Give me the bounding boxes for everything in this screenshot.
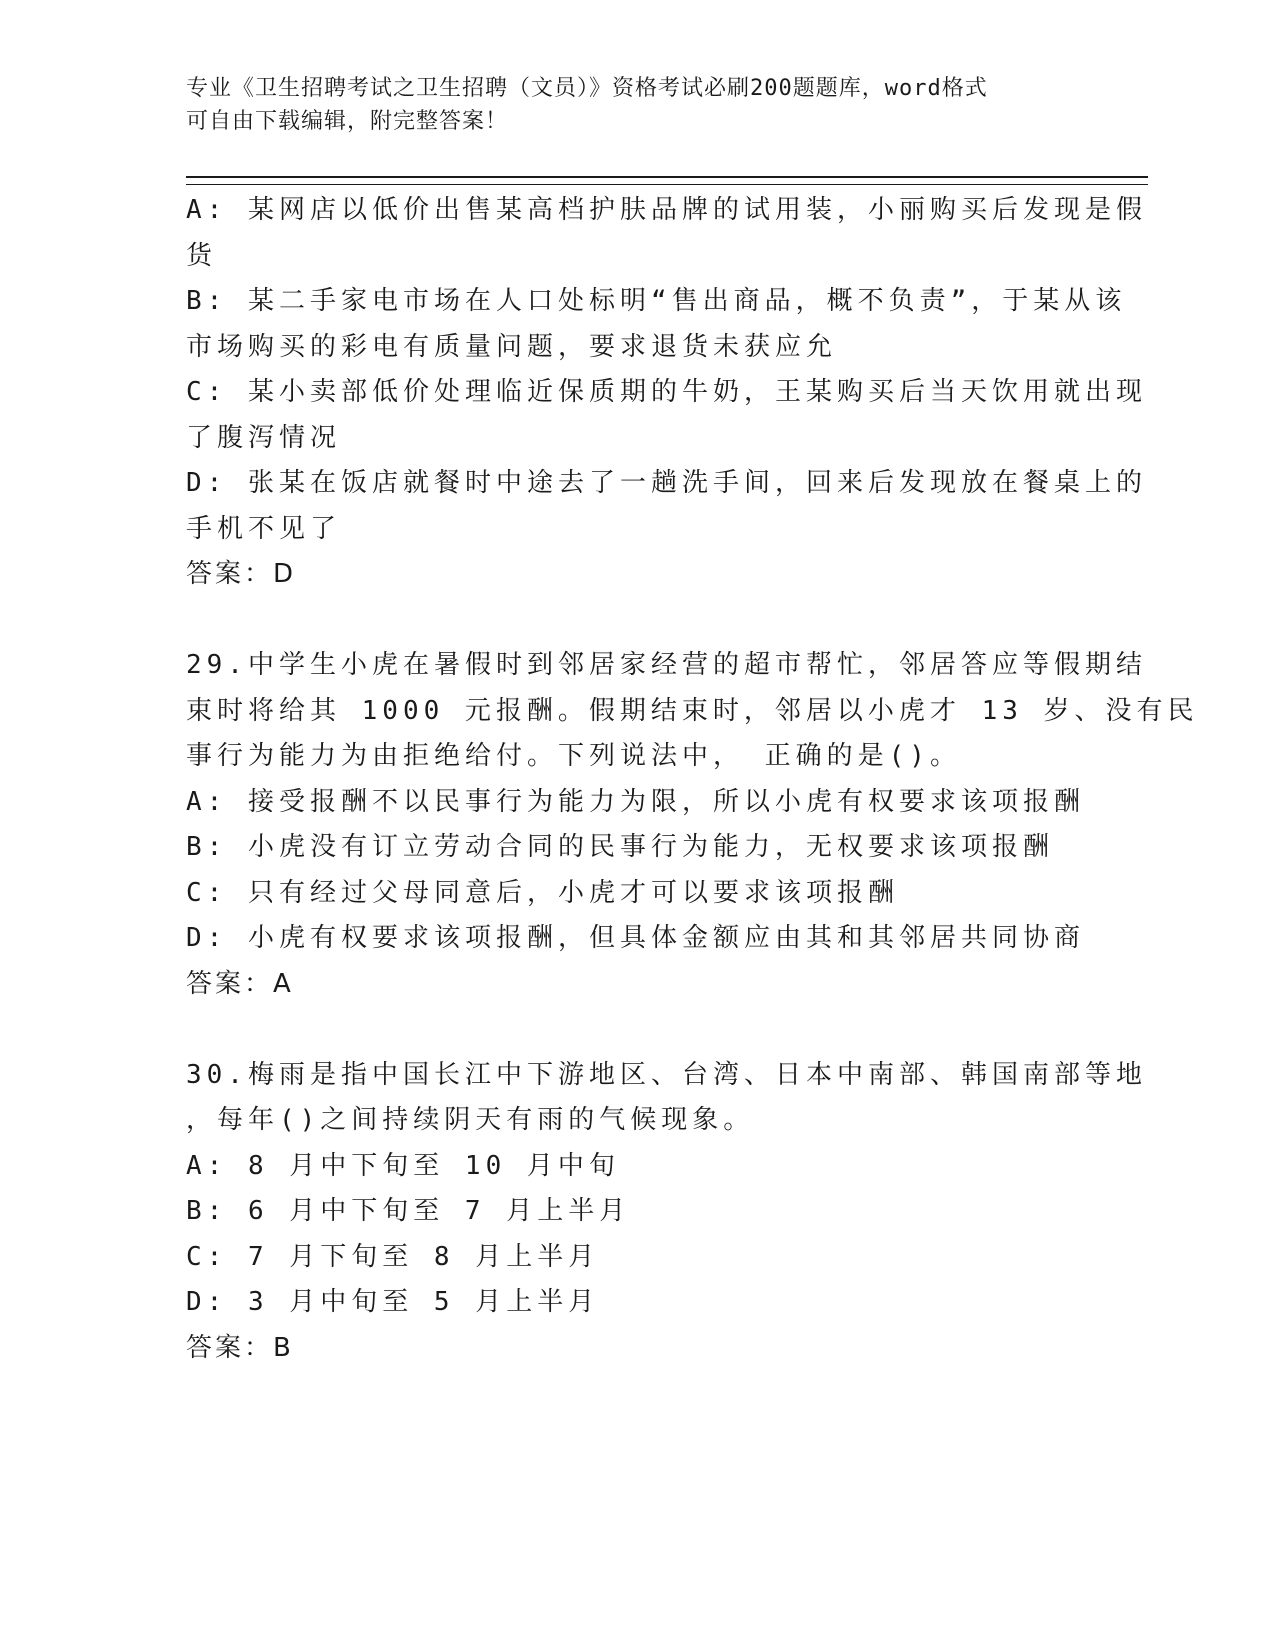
question-spacer bbox=[186, 598, 1086, 644]
question-stem-line-2: ，每年()之间持续阴天有雨的气候现象。 bbox=[186, 1105, 755, 1135]
question-30 bbox=[186, 1053, 1147, 1372]
option-a-line-2: 货 bbox=[186, 240, 218, 271]
option-c: C: 只有经过父母同意后，小虎才可以要求该项报酬 bbox=[186, 877, 899, 908]
option-b-line-1: B: 某二手家电市场在人口处标明“售出商品，概不负责”，于某从该 bbox=[186, 286, 1127, 316]
option-d: D: 小虎有权要求该项报酬，但具体金额应由其和其邻居共同协商 bbox=[186, 923, 1085, 953]
option-c-line-2: 了腹泻情况 bbox=[186, 422, 342, 453]
question-stem-line-3: 事行为能力为由拒绝给付。下列说法中， 正确的是()。 bbox=[186, 741, 961, 771]
option-c-line-1: C: 某小卖部低价处理临近保质期的牛奶，王某购买后当天饮用就出现 bbox=[186, 377, 1147, 407]
option-d-line-2: 手机不见了 bbox=[186, 513, 342, 544]
option-a-line-1: A: 某网店以低价出售某高档护肤品牌的试用装，小丽购买后发现是假 bbox=[186, 195, 1147, 225]
question-spacer bbox=[186, 1007, 1086, 1053]
header-line-2: 可自由下载编辑，附完整答案！ bbox=[186, 109, 509, 134]
option-d-line-1: D: 张某在饭店就餐时中途去了一趟洗手间，回来后发现放在餐桌上的 bbox=[186, 468, 1147, 498]
question-stem-line-1: 29.中学生小虎在暑假时到邻居家经营的超市帮忙，邻居答应等假期结 bbox=[186, 650, 1147, 680]
option-b: B: 6 月中下旬至 7 月上半月 bbox=[186, 1196, 631, 1226]
option-a: A: 接受报酬不以民事行为能力为限，所以小虎有权要求该项报酬 bbox=[186, 786, 1085, 817]
header-divider bbox=[186, 176, 1148, 185]
option-b: B: 小虎没有订立劳动合同的民事行为能力，无权要求该项报酬 bbox=[186, 832, 1054, 862]
option-b-line-2: 市场购买的彩电有质量问题，要求退货未获应允 bbox=[186, 331, 838, 362]
answer-line: 答案：A bbox=[186, 968, 294, 999]
document-header bbox=[186, 72, 1066, 138]
question-28 bbox=[186, 188, 1147, 598]
option-a: A: 8 月中下旬至 10 月中旬 bbox=[186, 1150, 620, 1181]
question-stem-line-1: 30.梅雨是指中国长江中下游地区、台湾、日本中南部、韩国南部等地 bbox=[186, 1059, 1147, 1090]
option-c: C: 7 月下旬至 8 月上半月 bbox=[186, 1241, 600, 1272]
question-stem-line-2: 束时将给其 1000 元报酬。假期结束时，邻居以小虎才 13 岁、没有民 bbox=[186, 695, 1199, 726]
question-29 bbox=[186, 643, 1199, 1007]
option-d: D: 3 月中旬至 5 月上半月 bbox=[186, 1287, 600, 1317]
answer-line: 答案：B bbox=[186, 1332, 294, 1363]
answer-line: 答案：D bbox=[186, 559, 297, 589]
question-content bbox=[186, 188, 1199, 1371]
header-line-1: 专业《卫生招聘考试之卫生招聘（文员）》资格考试必刷200题题库，word格式 bbox=[186, 76, 988, 101]
